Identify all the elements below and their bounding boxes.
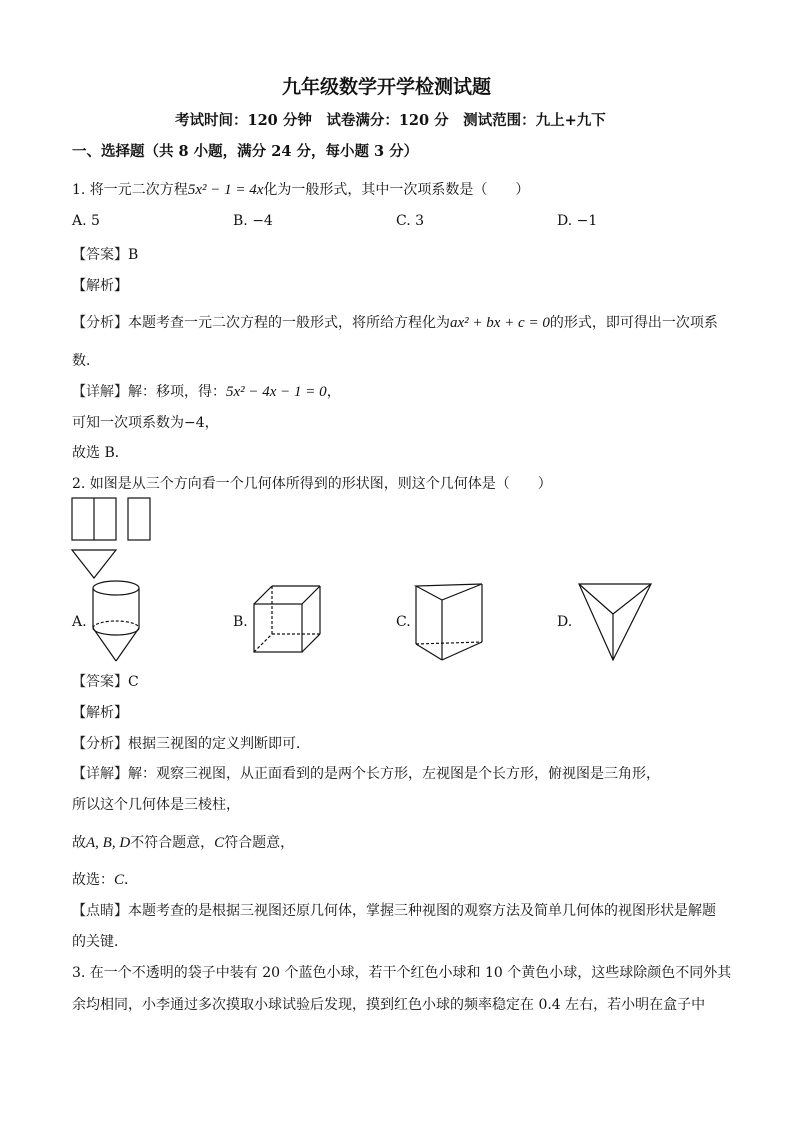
q1-xiangjie-eq: 5x² − 4x − 1 = 0 bbox=[226, 384, 327, 400]
q3-line2: 余均相同，小李通过多次摸取小球试验后发现，摸到红色小球的频率稳定在 0.4 左右，若小明在盒子中 bbox=[72, 997, 706, 1013]
fenxi-tag: 【分析】 bbox=[72, 315, 128, 331]
q2-dianjing bbox=[72, 900, 716, 920]
q1-fenxi-eq: ax² + bx + c = 0 bbox=[450, 315, 550, 331]
q1-stem-post: 化为一般形式，其中一次项系数是（ ） bbox=[263, 182, 530, 198]
side-view-rect bbox=[128, 498, 150, 540]
pyramid-edge bbox=[613, 584, 651, 614]
cylinder-bottom-front bbox=[93, 628, 139, 635]
answer-tag: 【答案】 bbox=[72, 247, 128, 263]
q2-dianjing-2: 的关键． bbox=[72, 934, 128, 950]
q2-analysis-tag: 【解析】 bbox=[72, 705, 128, 721]
q2-option-b: B. bbox=[233, 614, 248, 630]
q2-stem: 2. 如图是从三个方向看一个几何体所得到的形状图，则这个几何体是（ ） bbox=[72, 476, 552, 492]
q1-answer-value: B bbox=[128, 247, 139, 263]
q1-fenxi-pre: 本题考查一元二次方程的一般形式，将所给方程化为 bbox=[128, 315, 450, 331]
q2-answer-value: C bbox=[128, 674, 139, 690]
q2-fenxi bbox=[72, 733, 310, 753]
cube-hidden-edge bbox=[254, 634, 272, 652]
cube-edge bbox=[302, 634, 320, 652]
q1-stem bbox=[72, 179, 529, 199]
q1-xiangjie bbox=[72, 381, 341, 401]
q2-line-c-m: C bbox=[114, 872, 125, 888]
q2-fenxi-text: 根据三视图的定义判断即可． bbox=[128, 736, 310, 752]
q2-option-a: A. bbox=[72, 614, 87, 630]
prism-edge bbox=[416, 644, 442, 660]
q1-option-a: A. 5 bbox=[72, 213, 100, 229]
q2-line-b-mid: 不符合题意， bbox=[130, 835, 215, 851]
q2-line-b-m1: A, B, D bbox=[86, 835, 131, 851]
q2-line-b-m2: C bbox=[214, 835, 225, 851]
cylinder-cone-figure bbox=[86, 578, 146, 664]
q2-xiangjie bbox=[72, 763, 660, 783]
q1-fenxi bbox=[72, 312, 718, 332]
q2-option-d: D. bbox=[557, 614, 573, 630]
q1-fenxi-line2: 数． bbox=[72, 353, 100, 369]
cylinder-top bbox=[93, 581, 139, 595]
q2-line-c-pre: 故选： bbox=[72, 872, 114, 888]
q3-line1: 3. 在一个不透明的袋子中装有 20 个蓝色小球，若干个红色小球和 10 个黄色小球，这些球除颜色不同外其 bbox=[72, 965, 732, 981]
q1-option-d: D. −1 bbox=[557, 213, 598, 229]
section-heading: 一、选择题（共 8 小题，满分 24 分，每小题 3 分） bbox=[72, 143, 419, 160]
q1-xiangjie-end: ， bbox=[326, 384, 341, 400]
q1-analysis-tag: 【解析】 bbox=[72, 278, 128, 294]
cube-edge bbox=[254, 586, 272, 604]
q1-fenxi-post: 的形式，即可得出一次项系 bbox=[549, 315, 718, 331]
q1-answer bbox=[72, 244, 138, 264]
answer-tag: 【答案】 bbox=[72, 674, 128, 690]
page-title: 九年级数学开学检测试题 bbox=[282, 76, 492, 98]
prism-hidden-edge bbox=[416, 642, 482, 644]
dianjing-tag: 【点睛】 bbox=[72, 903, 128, 919]
exam-info: 考试时间：120 分钟 试卷满分：120 分 测试范围：九上+九下 bbox=[175, 112, 606, 129]
q2-line-b-post: 符合题意， bbox=[224, 835, 295, 851]
pyramid-outline bbox=[579, 584, 651, 660]
triangular-pyramid-figure bbox=[575, 580, 655, 664]
q2-line-c-post: ． bbox=[124, 872, 139, 888]
q1-option-c: C. 3 bbox=[396, 213, 425, 229]
q1-line-a: 可知一次项系数为−4， bbox=[72, 415, 219, 431]
cube-edge bbox=[302, 586, 320, 604]
q2-option-c: C. bbox=[396, 614, 411, 630]
q1-xiangjie-text: 解：移项，得： bbox=[128, 384, 226, 400]
q2-answer bbox=[72, 671, 139, 691]
prism-edge bbox=[442, 642, 482, 660]
cylinder-bottom-back bbox=[93, 621, 139, 628]
pyramid-edge bbox=[579, 584, 613, 614]
q1-line-b: 故选 B． bbox=[72, 445, 129, 461]
q2-dianjing-1: 本题考查的是根据三视图还原几何体，掌握三种视图的观察方法及简单几何体的视图形状是解题 bbox=[128, 903, 716, 919]
top-view-triangle bbox=[72, 550, 116, 578]
q1-equation: 5x² − 1 = 4x bbox=[187, 182, 264, 198]
q2-line-c bbox=[72, 869, 138, 889]
cube-figure bbox=[250, 584, 326, 656]
three-views-figure bbox=[70, 496, 160, 582]
triangular-prism-figure bbox=[412, 580, 490, 664]
q2-xiangjie-text: 解：观察三视图，从正面看到的是两个长方形，左视图是个长方形，俯视图是三角形， bbox=[128, 766, 660, 782]
cone-left bbox=[93, 628, 116, 661]
xiangjie-tag: 【详解】 bbox=[72, 384, 128, 400]
q2-line-b bbox=[72, 832, 294, 852]
q1-stem-pre: 1. 将一元二次方程 bbox=[72, 182, 188, 198]
q2-line-a: 所以这个几何体是三棱柱， bbox=[72, 797, 240, 813]
cone-right bbox=[116, 628, 139, 661]
fenxi-tag: 【分析】 bbox=[72, 736, 128, 752]
xiangjie-tag: 【详解】 bbox=[72, 766, 128, 782]
q2-line-b-pre: 故 bbox=[72, 835, 86, 851]
q1-option-b: B. −4 bbox=[233, 213, 273, 229]
prism-top-face bbox=[416, 584, 482, 600]
